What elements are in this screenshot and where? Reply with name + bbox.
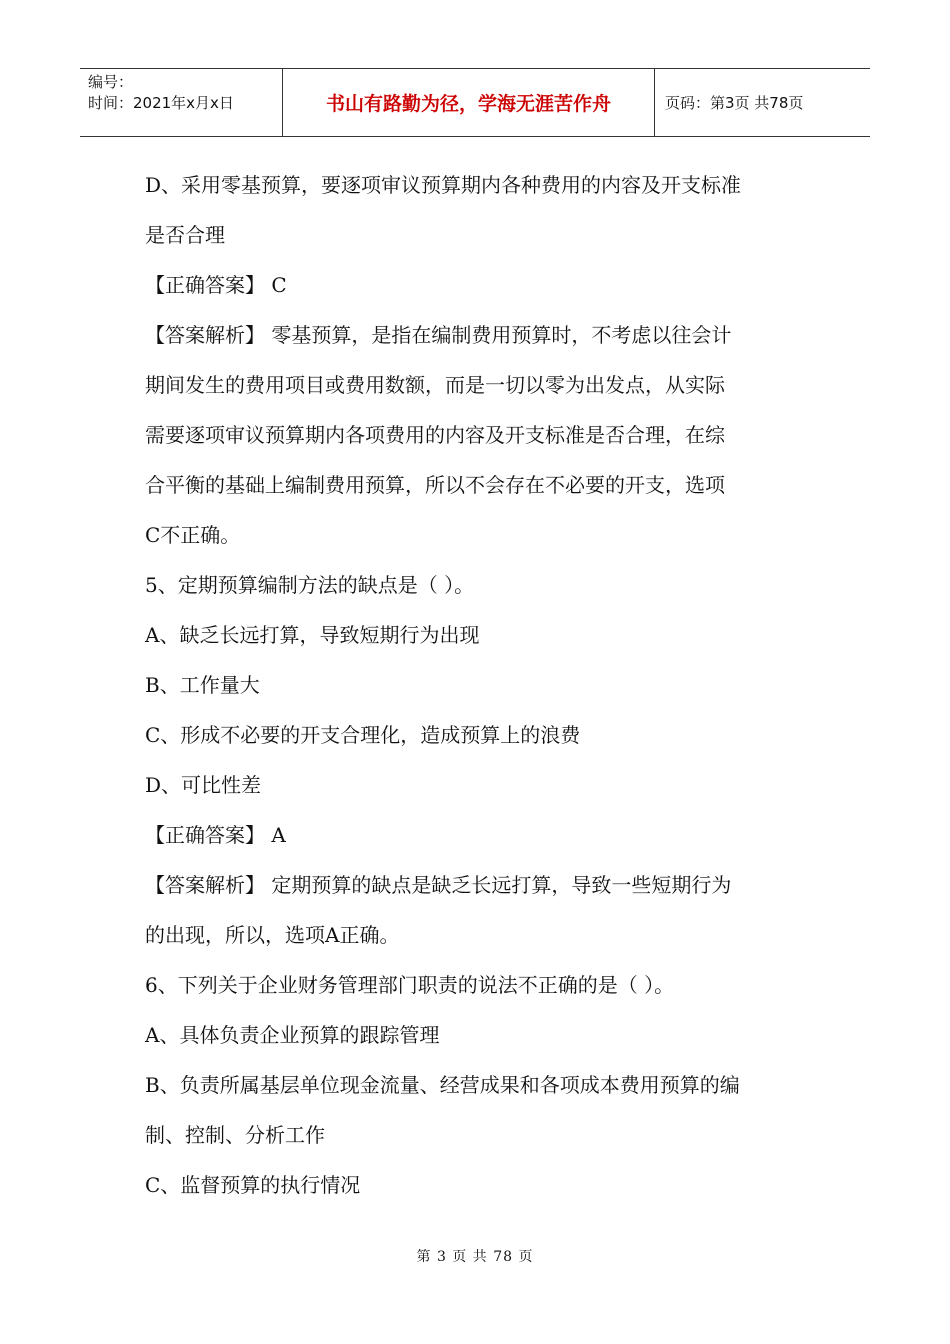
text-line: 是否合理: [145, 223, 225, 247]
option-line: B、工作量大: [145, 673, 260, 697]
motto-text: 书山有路勤为径，学海无涯苦作舟: [325, 93, 611, 115]
answer-line: 【正确答案】 A: [145, 823, 286, 847]
page-info-text: 页码：第3页 共78页: [665, 94, 804, 112]
text-line: 期间发生的费用项目或费用数额，而是一切以零为出发点，从实际: [145, 373, 725, 397]
text-line: 的出现，所以，选项A正确。: [145, 923, 400, 947]
option-line: C、监督预算的执行情况: [145, 1173, 361, 1197]
text-line: D、采用零基预算，要逐项审议预算期内各种费用的内容及开支标准: [145, 173, 742, 197]
option-line: C、形成不必要的开支合理化，造成预算上的浪费: [145, 723, 581, 747]
explanation-line: 【答案解析】 零基预算，是指在编制费用预算时，不考虑以往会计: [145, 323, 732, 347]
option-line: B、负责所属基层单位现金流量、经营成果和各项成本费用预算的编: [145, 1073, 740, 1097]
option-line: D、可比性差: [145, 773, 262, 797]
serial-label: 编号：: [88, 73, 134, 91]
header-page-info: [655, 69, 870, 136]
option-line: A、具体负责企业预算的跟踪管理: [145, 1023, 440, 1047]
question-line: 6、下列关于企业财务管理部门职责的说法不正确的是（ ）。: [145, 973, 675, 997]
page-footer: [0, 1246, 950, 1266]
header-meta: [80, 69, 282, 136]
document-body: [145, 160, 815, 1210]
text-line: 需要逐项审议预算期内各项费用的内容及开支标准是否合理，在综: [145, 423, 725, 447]
header-motto: [282, 69, 655, 136]
answer-line: 【正确答案】 C: [145, 273, 287, 297]
option-line: A、缺乏长远打算，导致短期行为出现: [145, 623, 480, 647]
footer-page-number: 第 3 页 共 78 页: [416, 1249, 534, 1265]
question-line: 5、定期预算编制方法的缺点是（ ）。: [145, 573, 475, 597]
text-line: 制、控制、分析工作: [145, 1123, 325, 1147]
text-line: 合平衡的基础上编制费用预算，所以不会存在不必要的开支，选项: [145, 473, 725, 497]
page-header: [80, 68, 870, 137]
text-line: C不正确。: [145, 523, 241, 547]
time-label: 时间：2021年x月x日: [88, 94, 234, 112]
explanation-line: 【答案解析】 定期预算的缺点是缺乏长远打算，导致一些短期行为: [145, 873, 732, 897]
